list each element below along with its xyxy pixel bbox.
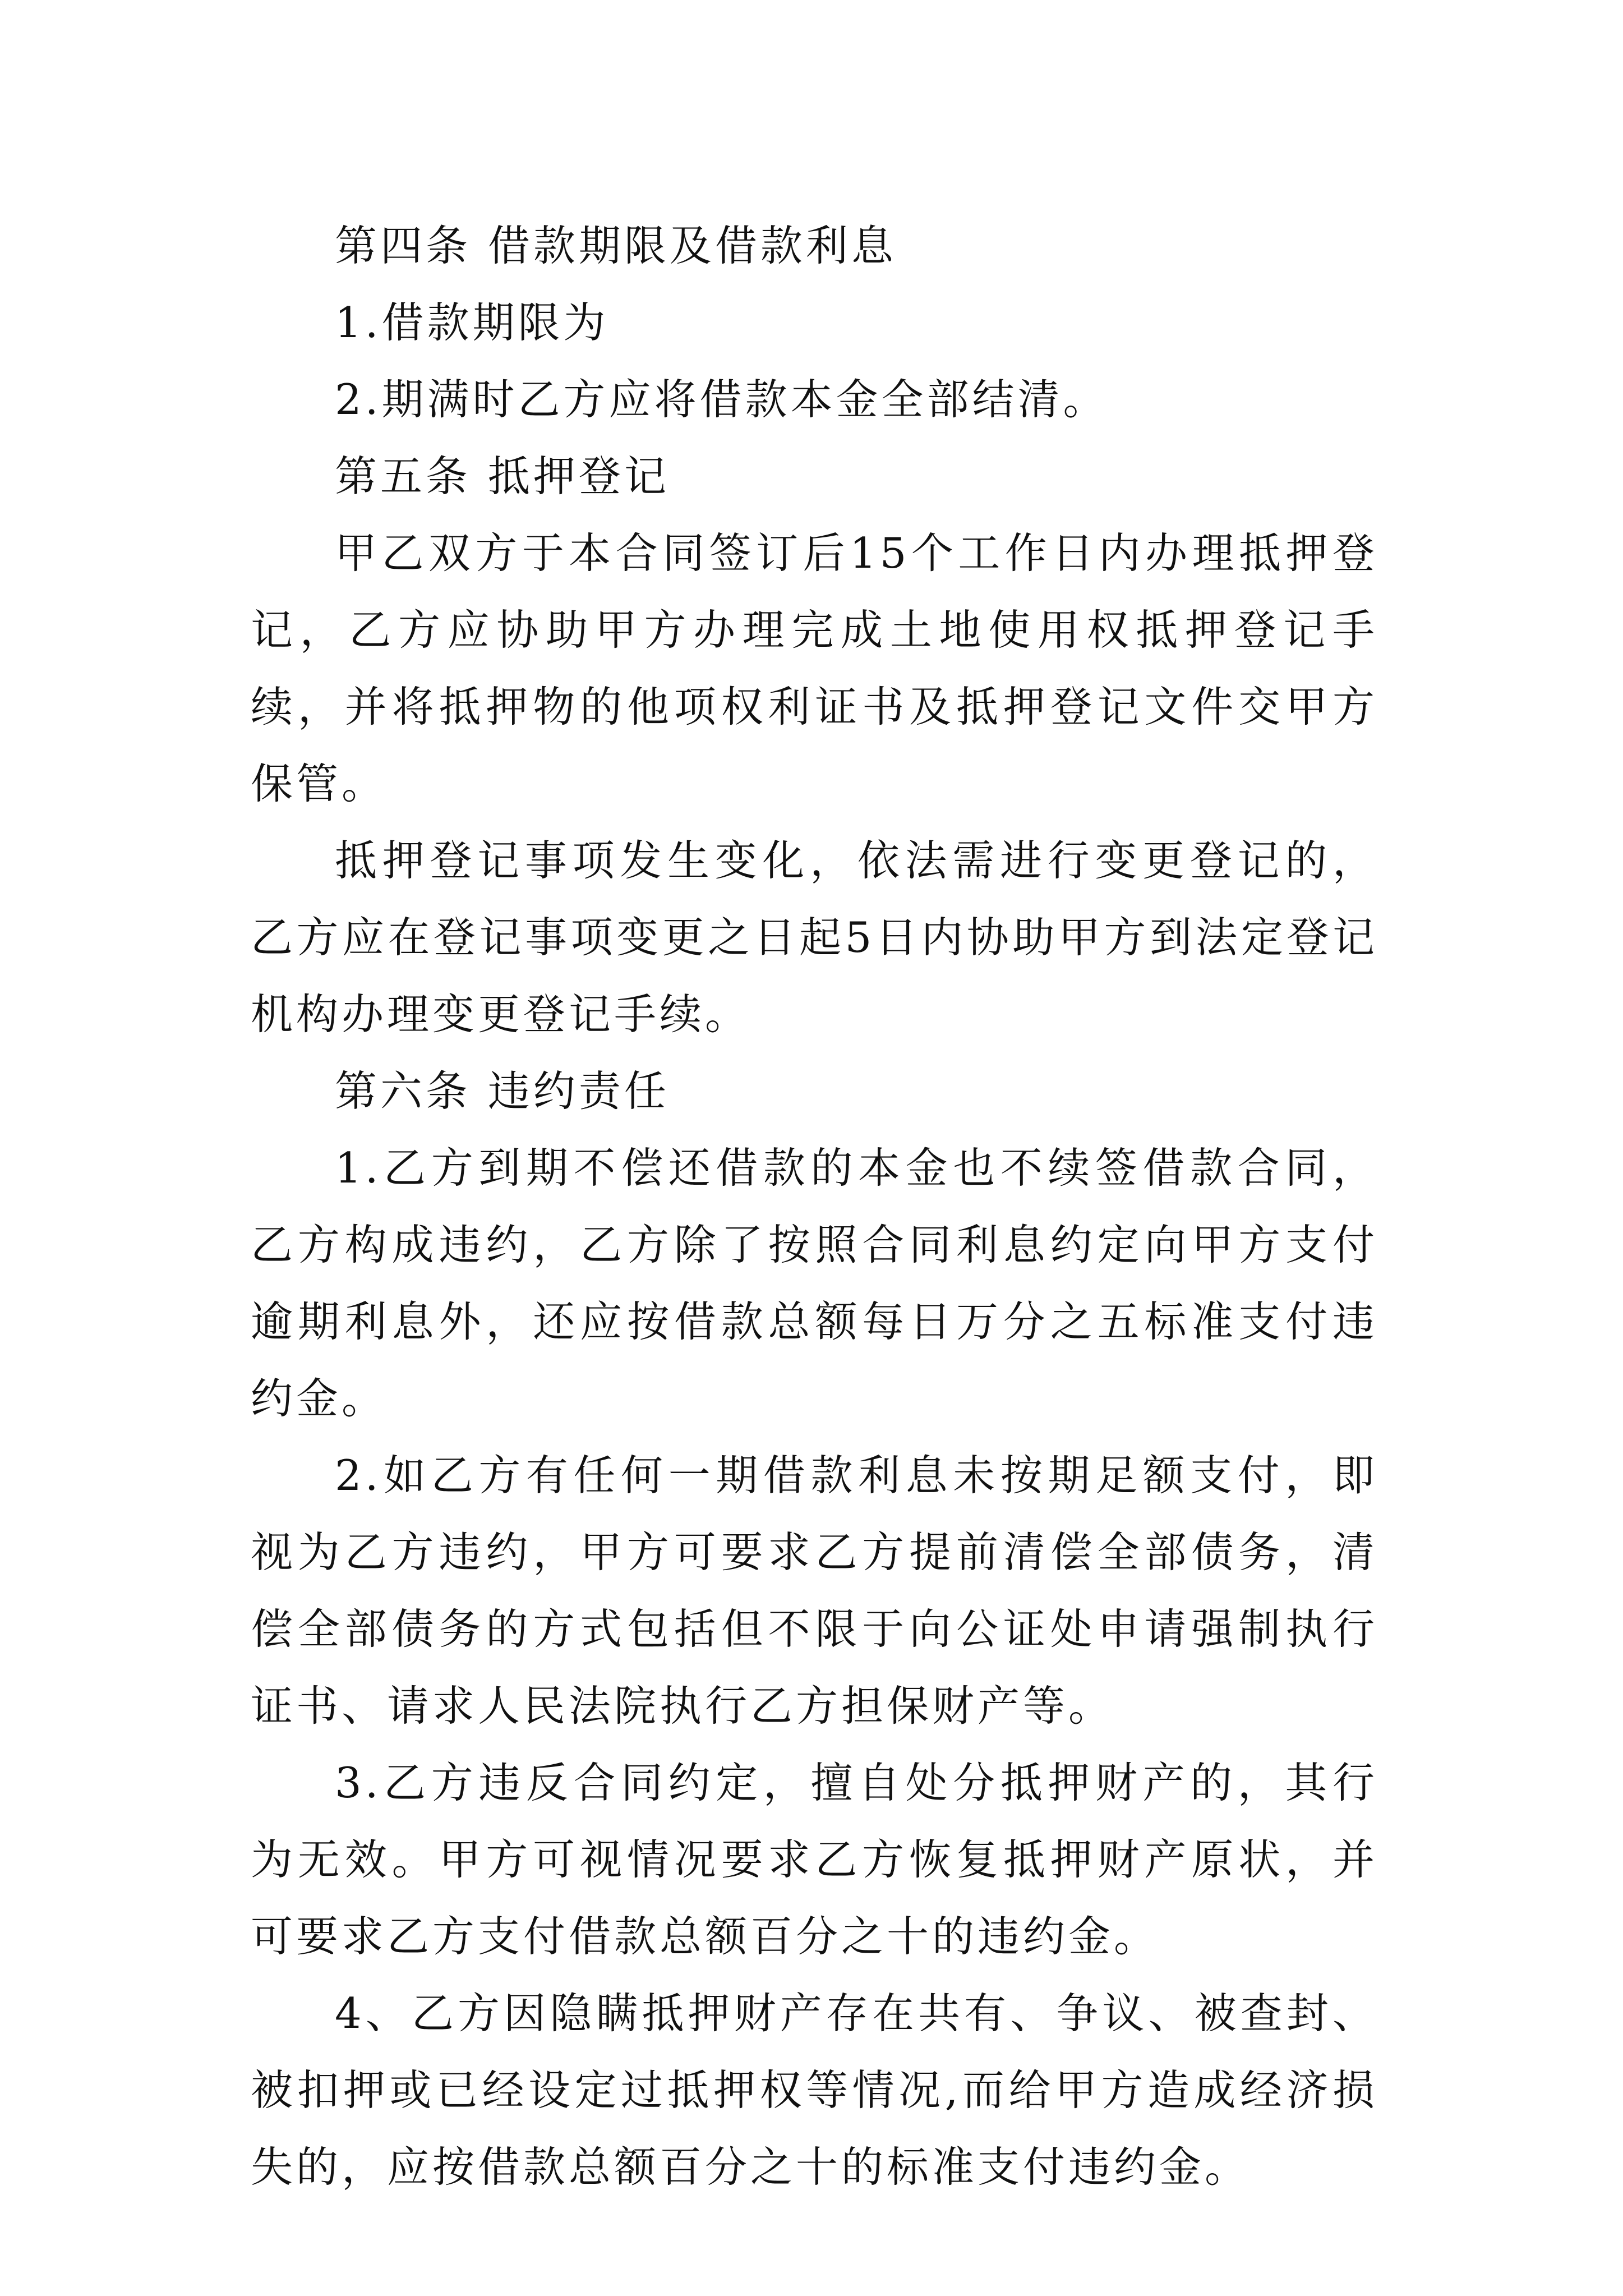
article-4-heading: 第四条 借款期限及借款利息	[335, 221, 897, 270]
article-6-clause-3: 3.乙方违反合同约定，擅自处分抵押财产的，其行为无效。甲方可视情况要求乙方恢复抵押财产原状，并可要求乙方支付借款总额百分之十的违约金。	[251, 1758, 1378, 1961]
document-body	[251, 208, 1378, 2206]
article-4-clause-1: 1.借款期限为	[335, 298, 609, 347]
article-5-heading: 第五条 抵押登记	[335, 452, 670, 501]
article-6-clause-1: 1.乙方到期不偿还借款的本金也不续签借款合同，乙方构成违约，乙方除了按照合同利息约定向甲方支付逾期利息外，还应按借款总额每日万分之五标准支付违约金。	[251, 1143, 1378, 1423]
article-5-paragraph-2: 抵押登记事项发生变化，依法需进行变更登记的，乙方应在登记事项变更之日起5日内协助甲方到法定登记机构办理变更登记手续。	[251, 836, 1378, 1039]
article-6-clause-4: 4、乙方因隐瞒抵押财产存在共有、争议、被查封、被扣押或已经设定过抵押权等情况,而给甲方造成经济损失的，应按借款总额百分之十的标准支付违约金。	[251, 1989, 1378, 2192]
article-6-heading: 第六条 违约责任	[335, 1066, 670, 1116]
article-6-clause-2: 2.如乙方有任何一期借款利息未按期足额支付，即视为乙方违约，甲方可要求乙方提前清偿全部债务，清偿全部债务的方式包括但不限于向公证处申请强制执行证书、请求人民法院执行乙方担保财产等。	[251, 1451, 1378, 1731]
article-4-clause-2: 2.期满时乙方应将借款本金全部结清。	[335, 375, 1109, 424]
article-5-paragraph-1: 甲乙双方于本合同签订后15个工作日内办理抵押登记，乙方应协助甲方办理完成土地使用权抵押登记手续，并将抵押物的他项权利证书及抵押登记文件交甲方保管。	[251, 528, 1378, 808]
